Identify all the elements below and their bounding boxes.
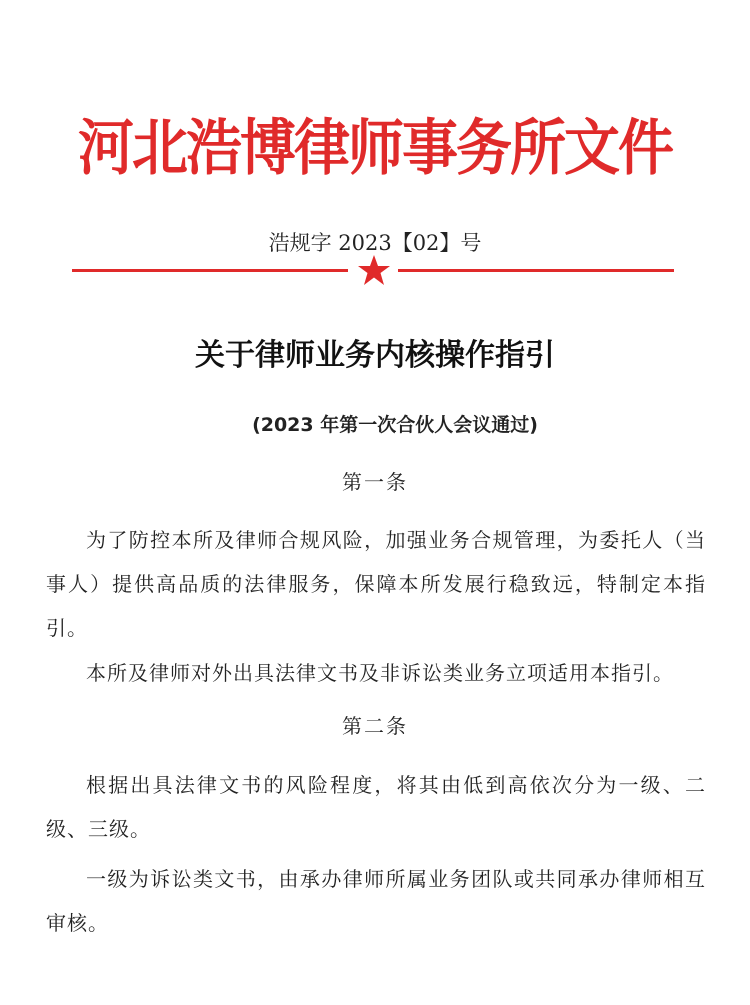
paragraph: 本所及律师对外出具法律文书及非诉讼类业务立项适用本指引。 — [86, 661, 674, 685]
masthead-title: 河北浩博律师事务所文件 — [78, 112, 672, 184]
document-subtitle: (2023 年第一次合伙人会议通过) — [252, 414, 538, 436]
paragraph: 根据出具法律文书的风险程度，将其由低到高依次分为一级、二级、三级。 — [46, 773, 706, 841]
article-heading: 第一条 — [342, 470, 408, 494]
paragraph: 为了防控本所及律师合规风险，加强业务合规管理，为委托人（当事人）提供高品质的法律服务，保障本所发展行稳致远，特制定本指引。 — [46, 528, 706, 640]
document-number: 浩规字 2023【02】号 — [268, 231, 482, 255]
star-icon — [357, 254, 391, 286]
divider-line-left — [72, 269, 348, 272]
paragraph: 一级为诉讼类文书，由承办律师所属业务团队或共同承办律师相互审核。 — [46, 867, 706, 935]
document-title: 关于律师业务内核操作指引 — [195, 338, 555, 373]
article-heading: 第二条 — [342, 714, 408, 738]
divider-line-right — [398, 269, 674, 272]
